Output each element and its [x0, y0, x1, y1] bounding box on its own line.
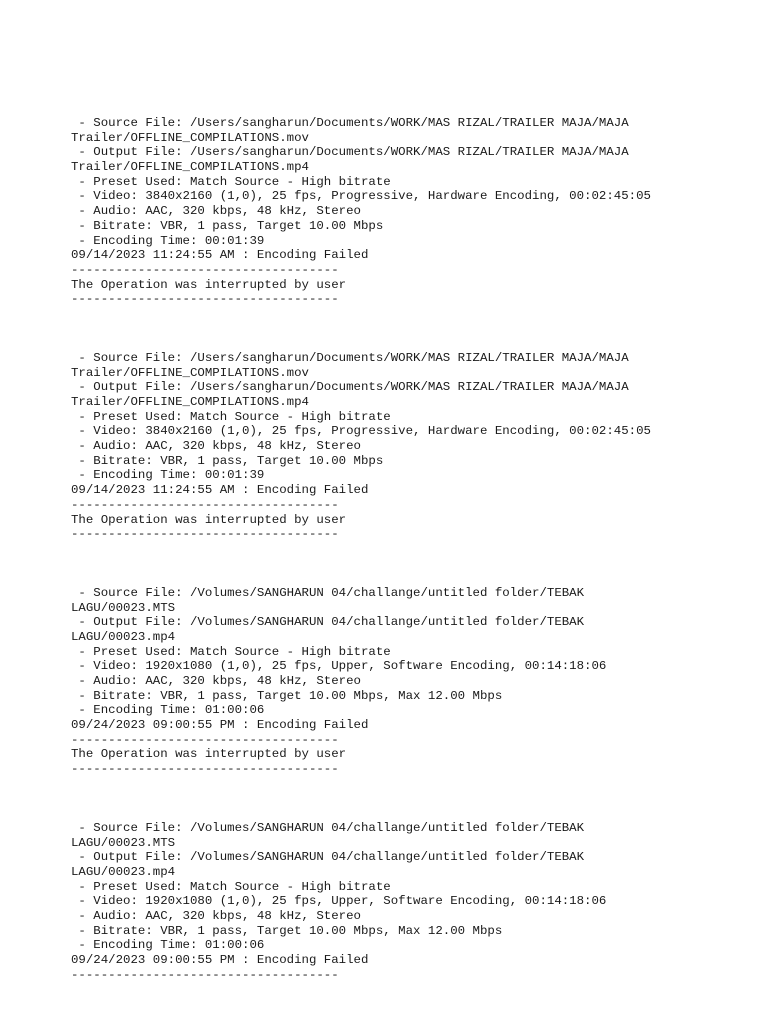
- separator: ------------------------------------: [71, 262, 339, 277]
- audio-line: - Audio: AAC, 320 kbps, 48 kHz, Stereo: [71, 908, 361, 923]
- preset-line: - Preset Used: Match Source - High bitrate: [71, 644, 391, 659]
- status-line: 09/14/2023 11:24:55 AM : Encoding Failed: [71, 248, 369, 263]
- source-file-line-cont: LAGU/00023.MTS: [71, 835, 176, 850]
- video-line: - Video: 3840x2160 (1,0), 25 fps, Progressive, Hardware Encoding, 00:02:45:05: [71, 424, 651, 439]
- status-line: 09/14/2023 11:24:55 AM : Encoding Failed: [71, 483, 369, 498]
- output-file-line: - Output File: /Users/sangharun/Documents/WORK/MAS RIZAL/TRAILER MAJA/MAJA: [71, 145, 629, 160]
- output-file-line-cont: Trailer/OFFLINE_COMPILATIONS.mp4: [71, 395, 309, 409]
- video-line: - Video: 1920x1080 (1,0), 25 fps, Upper, Software Encoding, 00:14:18:06: [71, 894, 607, 909]
- separator: ------------------------------------: [71, 762, 339, 777]
- separator: ------------------------------------: [71, 497, 339, 512]
- message-line: The Operation was interrupted by user: [71, 512, 347, 527]
- separator: ------------------------------------: [71, 527, 339, 542]
- log-entry: [71, 351, 751, 542]
- source-file-line: - Source File: /Users/sangharun/Documents/WORK/MAS RIZAL/TRAILER MAJA/MAJA: [71, 350, 629, 365]
- message-line: The Operation was interrupted by user: [71, 747, 347, 762]
- entry-spacer: [71, 542, 751, 586]
- audio-line: - Audio: AAC, 320 kbps, 48 kHz, Stereo: [71, 204, 361, 219]
- log-entry: [71, 586, 751, 777]
- log-document: [71, 116, 751, 982]
- source-file-line-cont: Trailer/OFFLINE_COMPILATIONS.mov: [71, 365, 309, 380]
- output-file-line-cont: LAGU/00023.mp4: [71, 629, 176, 644]
- source-file-line-cont: Trailer/OFFLINE_COMPILATIONS.mov: [71, 130, 309, 145]
- output-file-line: - Output File: /Users/sangharun/Documents/WORK/MAS RIZAL/TRAILER MAJA/MAJA: [71, 380, 629, 395]
- entry-spacer: [71, 307, 751, 351]
- source-file-line: - Source File: /Users/sangharun/Documents/WORK/MAS RIZAL/TRAILER MAJA/MAJA: [71, 116, 629, 130]
- output-file-line-cont: Trailer/OFFLINE_COMPILATIONS.mp4: [71, 160, 309, 175]
- bitrate-line: - Bitrate: VBR, 1 pass, Target 10.00 Mbps, Max 12.00 Mbps: [71, 688, 503, 703]
- status-line: 09/24/2023 09:00:55 PM : Encoding Failed: [71, 953, 369, 967]
- entry-spacer: [71, 777, 751, 821]
- encoding-time-line: - Encoding Time: 00:01:39: [71, 233, 265, 248]
- video-line: - Video: 3840x2160 (1,0), 25 fps, Progressive, Hardware Encoding, 00:02:45:05: [71, 189, 651, 204]
- preset-line: - Preset Used: Match Source - High bitrate: [71, 174, 391, 189]
- bitrate-line: - Bitrate: VBR, 1 pass, Target 10.00 Mbps: [71, 453, 384, 468]
- encoding-time-line: - Encoding Time: 01:00:06: [71, 703, 265, 718]
- output-file-line-cont: LAGU/00023.mp4: [71, 864, 176, 879]
- audio-line: - Audio: AAC, 320 kbps, 48 kHz, Stereo: [71, 674, 361, 688]
- message-line: The Operation was interrupted by user: [71, 277, 347, 292]
- source-file-line-cont: LAGU/00023.MTS: [71, 600, 176, 615]
- output-file-line: - Output File: /Volumes/SANGHARUN 04/challange/untitled folder/TEBAK: [71, 615, 585, 630]
- encoding-time-line: - Encoding Time: 01:00:06: [71, 938, 265, 953]
- log-entry: [71, 821, 751, 983]
- bitrate-line: - Bitrate: VBR, 1 pass, Target 10.00 Mbps, Max 12.00 Mbps: [71, 923, 503, 938]
- separator: ------------------------------------: [71, 732, 339, 747]
- source-file-line: - Source File: /Volumes/SANGHARUN 04/challange/untitled folder/TEBAK: [71, 585, 585, 600]
- encoding-time-line: - Encoding Time: 00:01:39: [71, 468, 265, 483]
- preset-line: - Preset Used: Match Source - High bitrate: [71, 409, 391, 424]
- separator: ------------------------------------: [71, 967, 339, 982]
- preset-line: - Preset Used: Match Source - High bitrate: [71, 879, 391, 894]
- output-file-line: - Output File: /Volumes/SANGHARUN 04/challange/untitled folder/TEBAK: [71, 850, 585, 865]
- audio-line: - Audio: AAC, 320 kbps, 48 kHz, Stereo: [71, 439, 361, 454]
- source-file-line: - Source File: /Volumes/SANGHARUN 04/challange/untitled folder/TEBAK: [71, 820, 585, 835]
- video-line: - Video: 1920x1080 (1,0), 25 fps, Upper, Software Encoding, 00:14:18:06: [71, 659, 607, 674]
- status-line: 09/24/2023 09:00:55 PM : Encoding Failed: [71, 718, 369, 733]
- log-entry: [71, 116, 751, 307]
- separator: ------------------------------------: [71, 292, 339, 307]
- bitrate-line: - Bitrate: VBR, 1 pass, Target 10.00 Mbps: [71, 218, 384, 233]
